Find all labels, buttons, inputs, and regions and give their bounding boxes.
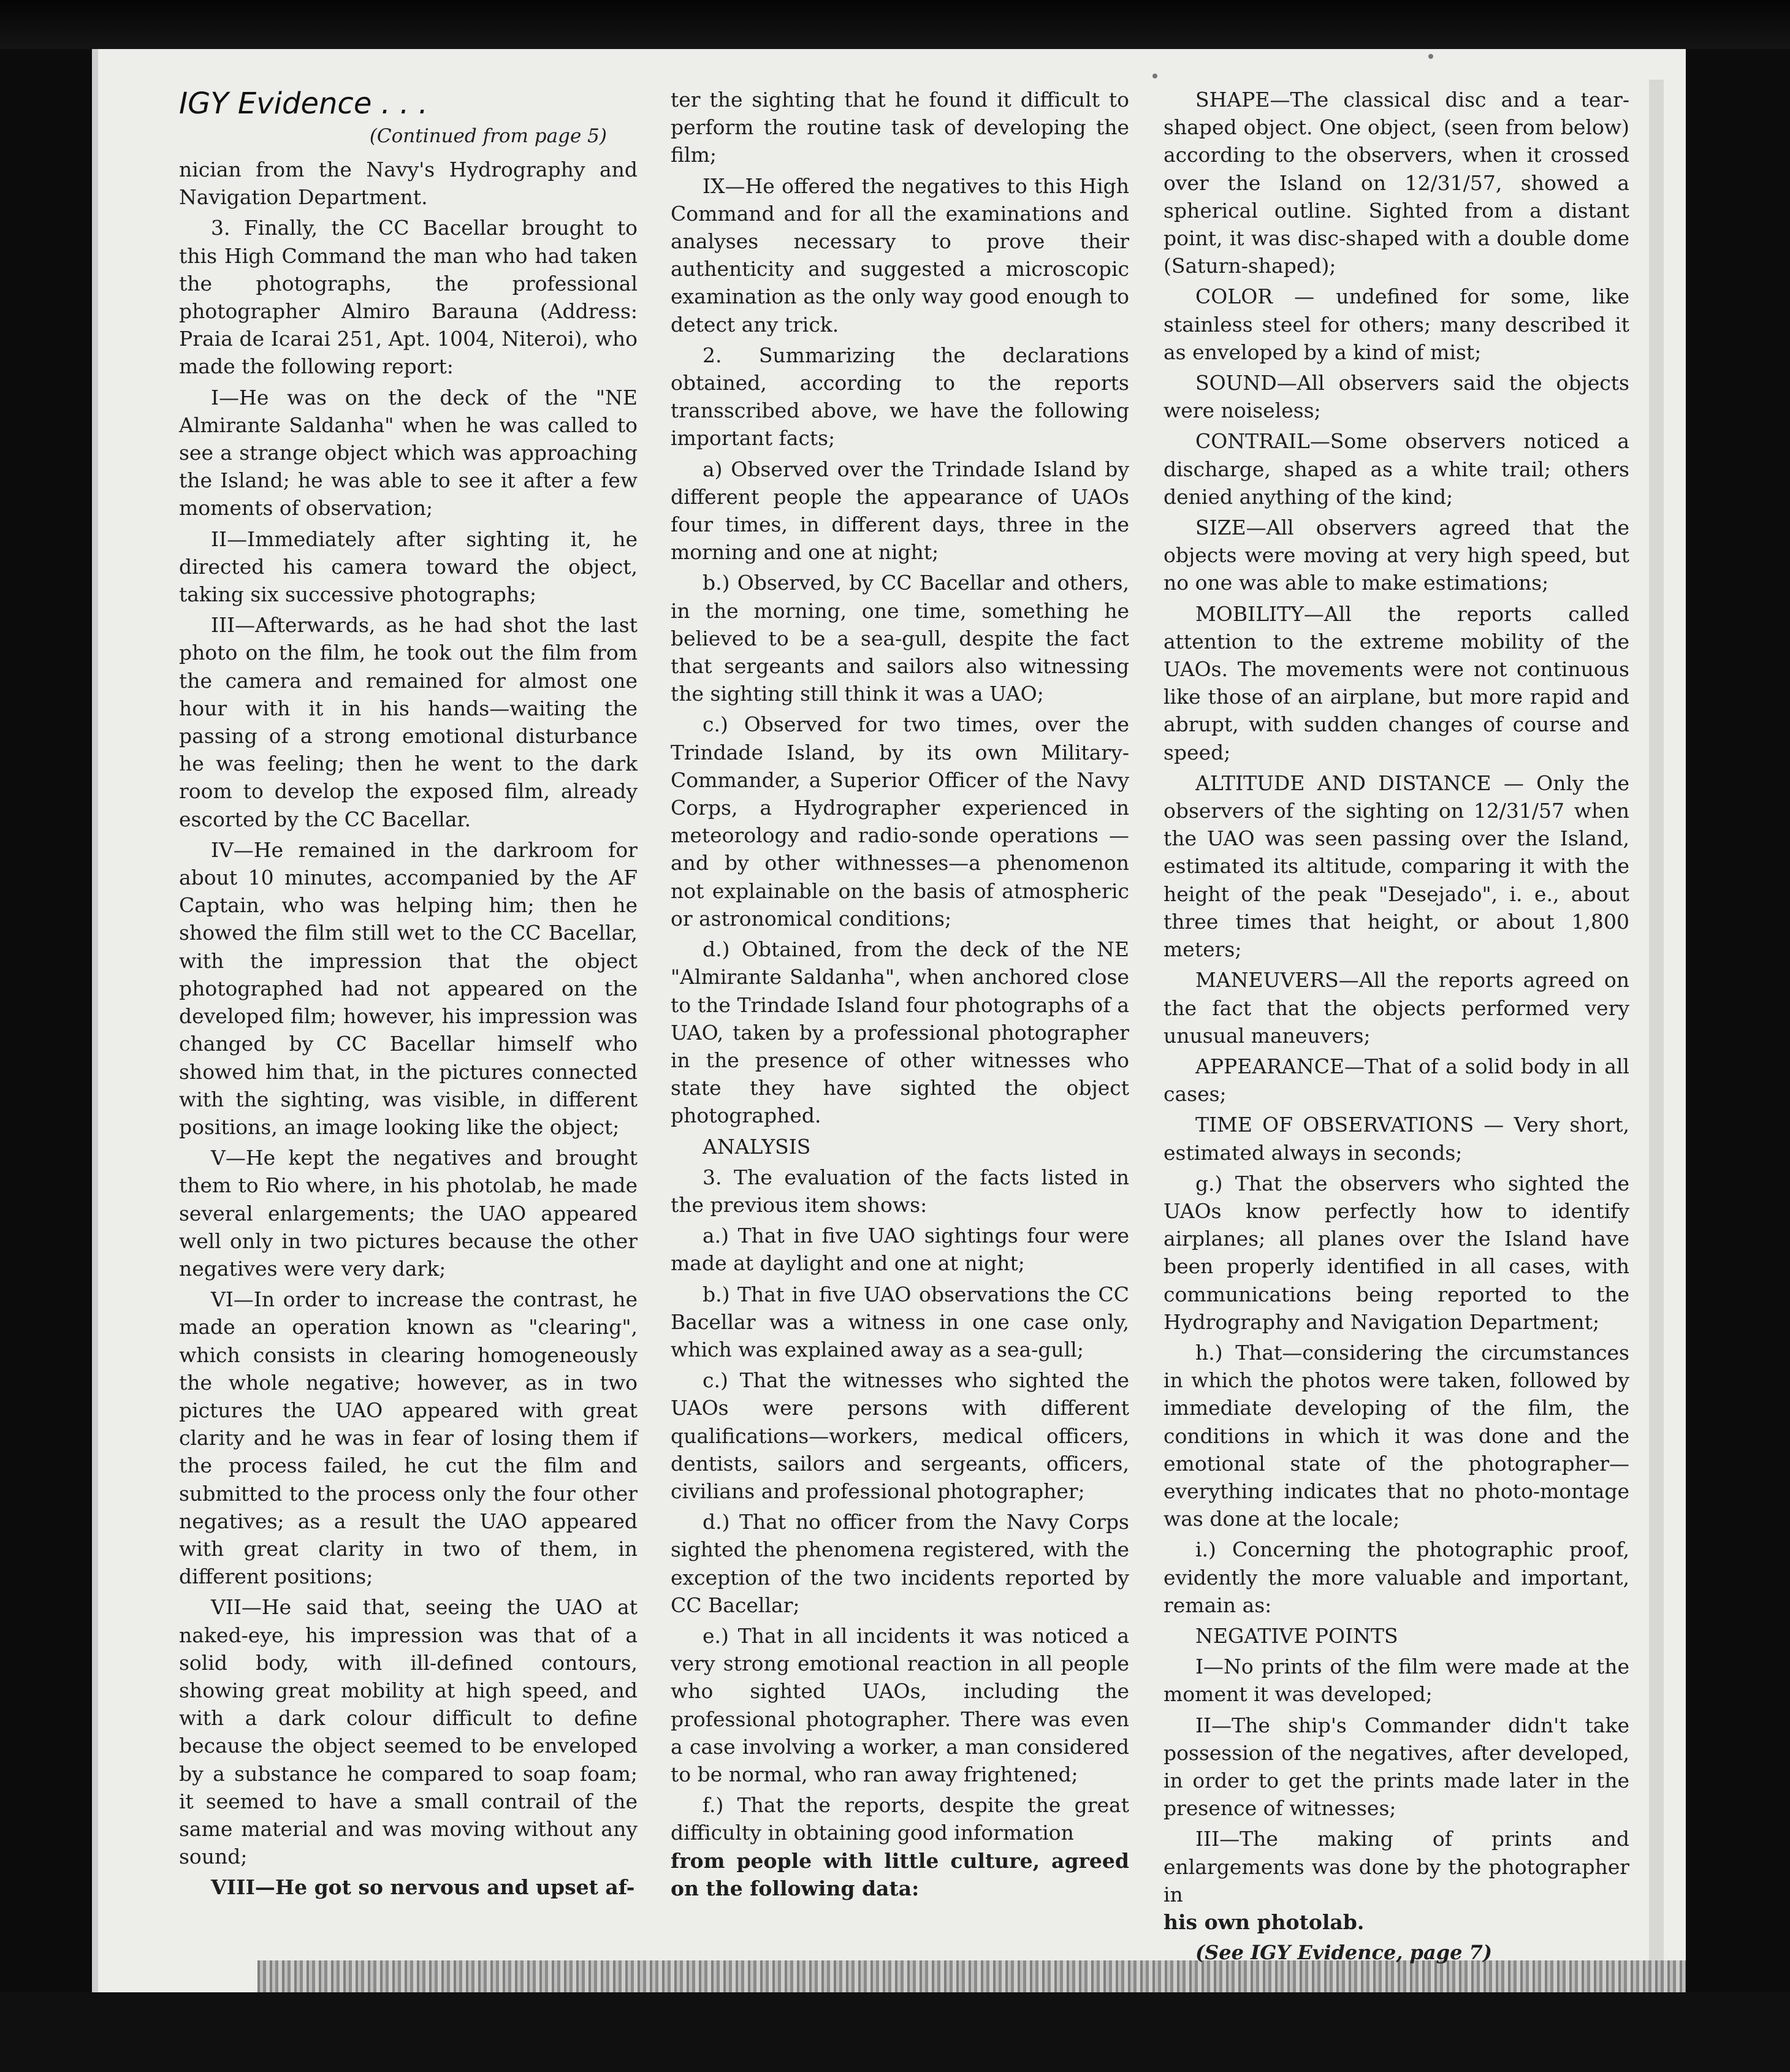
- paragraph: e.) That in all incidents it was noticed a very strong emotional reaction in all people who sighted UAOs, including the professional photographer. There was even a case involving a worker, a man considered to be normal, who ran away frightened;: [671, 1623, 1129, 1786]
- paragraph: II—The ship's Commander didn't take possession of the negatives, after developed, in order to get the prints made later in the presence of witnesses;: [1164, 1713, 1629, 1821]
- section-heading-negative-points: NEGATIVE POINTS: [1195, 1623, 1398, 1648]
- scan-speck: [1152, 74, 1157, 78]
- paragraph: SHAPE—The classical disc and a tear-shaped object. One object, (seen from below) according to the observers, when it crossed over the Island on 12/31/57, showed a spherical outline. Sighted from a distant point, it was disc-shaped with a double dome (Saturn-shaped);: [1164, 88, 1629, 278]
- continued-from-note: (Continued from page 5): [369, 125, 607, 147]
- paragraph: 2. Summarizing the declarations obtained, according to the reports transscribed above, we have the following important facts;: [671, 343, 1129, 451]
- paragraph: c.) That the witnesses who sighted the UAOs were persons with different qualifications—workers, medical officers, dentists, sailors and sergeants, officers, civilians and professional photographer;: [671, 1368, 1129, 1503]
- paragraph: b.) Observed, by CC Bacellar and others, in the morning, one time, something he believed to be a sea-gull, despite the fact that sergeants and sailors also witnessing the sighting still think it was a UAO;: [671, 571, 1129, 706]
- paragraph: V—He kept the negatives and brought them to Rio where, in his photolab, he made several enlargements; the UAO appeared well only in two pictures because the other negatives were very dark;: [179, 1146, 638, 1281]
- paragraph: f.) That the reports, despite the great difficulty in obtaining good information: [671, 1793, 1129, 1845]
- paragraph: 3. The evaluation of the facts listed in the previous item shows:: [671, 1165, 1129, 1217]
- section-heading-analysis: ANALYSIS: [703, 1134, 811, 1159]
- paragraph: APPEARANCE—That of a solid body in all cases;: [1164, 1054, 1629, 1106]
- paragraph: MANEUVERS—All the reports agreed on the fact that the objects performed very unusual maneuvers;: [1164, 968, 1629, 1048]
- column-right: [1164, 86, 1629, 1970]
- paragraph: I—He was on the deck of the "NE Almirante Saldanha" when he was called to see a strange object which was approaching the Island; he was able to see it after a few moments of observation;: [179, 385, 638, 520]
- paragraph: a.) That in five UAO sightings four were made at daylight and one at night;: [671, 1224, 1129, 1276]
- paragraph: ALTITUDE AND DISTANCE — Only the observers of the sighting on 12/31/57 when the UAO was seen passing over the Island, estimated its altitude, comparing it with the height of the peak "Desejado", i. e., about three times that height, or about 1,800 meters;: [1164, 771, 1629, 962]
- paragraph: I—No prints of the film were made at the moment it was developed;: [1164, 1655, 1629, 1707]
- paragraph: ter the sighting that he found it difficult to perform the routine task of developing the film;: [671, 88, 1129, 167]
- paragraph: COLOR — undefined for some, like stainless steel for others; many described it as enveloped by a kind of mist;: [1164, 284, 1629, 364]
- paragraph: IX—He offered the negatives to this High Command and for all the examinations and analyses necessary to prove their authenticity and suggested a microscopic examination as the only way good enough to detect any trick.: [671, 173, 1129, 337]
- paragraph: III—Afterwards, as he had shot the last photo on the film, he took out the film from the camera and remained for almost one hour with it in his hands—waiting the passing of a strong emotional disturbance he was feeling; then he went to the dark room to develop the exposed film, already escorted by the CC Bacellar.: [179, 613, 638, 831]
- scan-speck: [1428, 54, 1433, 59]
- paragraph: SOUND—All observers said the objects were noiseless;: [1164, 371, 1629, 423]
- article-headline: IGY Evidence . . .: [179, 86, 428, 121]
- scan-border-top: [0, 0, 1790, 49]
- paragraph: IV—He remained in the darkroom for about 10 minutes, accompanied by the AF Captain, who was helping him; then he showed the film still wet to the CC Bacellar, with the impression that the object photographed had not appeared on the developed film; however, his impression was changed by CC Bacellar himself who showed him that, in the pictures connected with the sighting, was visible, in different positions, an image looking like the object;: [179, 837, 638, 1139]
- paragraph: b.) That in five UAO observations the CC Bacellar was a witness in one case only, which was explained away as a sea-gull;: [671, 1282, 1129, 1362]
- continued-on-note: (See IGY Evidence, page 7): [1195, 1941, 1493, 1965]
- scan-light-strip: [1649, 80, 1664, 1998]
- paragraph: i.) Concerning the photographic proof, evidently the more valuable and important, remain as:: [1164, 1537, 1629, 1617]
- paragraph: d.) That no officer from the Navy Corps sighted the phenomena registered, with the exception of the two incidents reported by CC Bacellar;: [671, 1510, 1129, 1617]
- paragraph: his own photolab.: [1164, 1910, 1365, 1934]
- paragraph: CONTRAIL—Some observers noticed a discharge, shaped as a white trail; others denied anything of the kind;: [1164, 429, 1629, 509]
- column-middle: [671, 86, 1129, 1905]
- paragraph: II—Immediately after sighting it, he directed his camera toward the object, taking six successive photographs;: [179, 527, 638, 607]
- paragraph: III—The making of prints and enlargements was done by the photographer in: [1164, 1827, 1629, 1906]
- paragraph: c.) Observed for two times, over the Trindade Island, by its own Military-Commander, a Superior Officer of the Navy Corps, a Hydrographer experienced in meteorology and radio-sonde operations —and by other withnesses—a phenomenon not explainable on the basis of atmospheric or astronomical conditions;: [671, 712, 1129, 931]
- scan-border-bottom: [0, 1992, 1790, 2072]
- paragraph: TIME OF OBSERVATIONS — Very short, estimated always in seconds;: [1164, 1113, 1629, 1165]
- paragraph: VII—He said that, seeing the UAO at naked-eye, his impression was that of a solid body, with ill-defined contours, showing great mobility at high speed, and with a dark colour difficult to define because the object seemed to be enveloped by a substance he compared to soap foam; it seemed to have a small contrail of the same material and was moving without any sound;: [179, 1595, 638, 1869]
- paragraph: MOBILITY—All the reports called attention to the extreme mobility of the UAOs. The movements were not continuous like those of an airplane, but more rapid and abrupt, with sudden changes of course and speed;: [1164, 601, 1629, 764]
- paragraph: d.) Obtained, from the deck of the NE "Almirante Saldanha", when anchored close to the Trindade Island four photographs of a UAO, taken by a professional photographer in the presence of other witnesses who state they have sighted the object photographed.: [671, 937, 1129, 1128]
- paragraph: VI—In order to increase the contrast, he made an operation known as "clearing", which consists in clearing homogeneously the whole negative; however, as in two pictures the UAO appeared with great clarity and he was in fear of losing them if the process failed, he cut the film and submitted to the process only the four other negatives; as a result the UAO appeared with great clarity in two of them, in different positions;: [179, 1287, 638, 1589]
- paragraph: g.) That the observers who sighted the UAOs know perfectly how to identify airplanes; all planes over the Island have been properly identified in all cases, with communications being reported to the Hydrography and Navigation Department;: [1164, 1171, 1629, 1334]
- paragraph: nician from the Navy's Hydrography and Navigation Department.: [179, 158, 638, 210]
- paragraph: a) Observed over the Trindade Island by different people the appearance of UAOs four times, in different days, three in the morning and one at night;: [671, 457, 1129, 565]
- paragraph: from people with little culture, agreed on the following data:: [671, 1848, 1129, 1900]
- paragraph: h.) That—considering the circumstances in which the photos were taken, followed by immediate developing of the film, the conditions in which it was done and the emotional state of the photographer—everything indicates that no photo-montage was done at the locale;: [1164, 1340, 1629, 1531]
- paragraph: VIII—He got so nervous and upset af-: [211, 1875, 635, 1900]
- column-left: [179, 86, 638, 1905]
- paragraph: 3. Finally, the CC Bacellar brought to this High Command the man who had taken the photographs, the professional photographer Almiro Barauna (Address: Praia de Icarai 251, Apt. 1004, Niteroi), who made the following report:: [179, 216, 638, 379]
- paragraph: SIZE—All observers agreed that the objects were moving at very high speed, but no one was able to make estimations;: [1164, 516, 1629, 595]
